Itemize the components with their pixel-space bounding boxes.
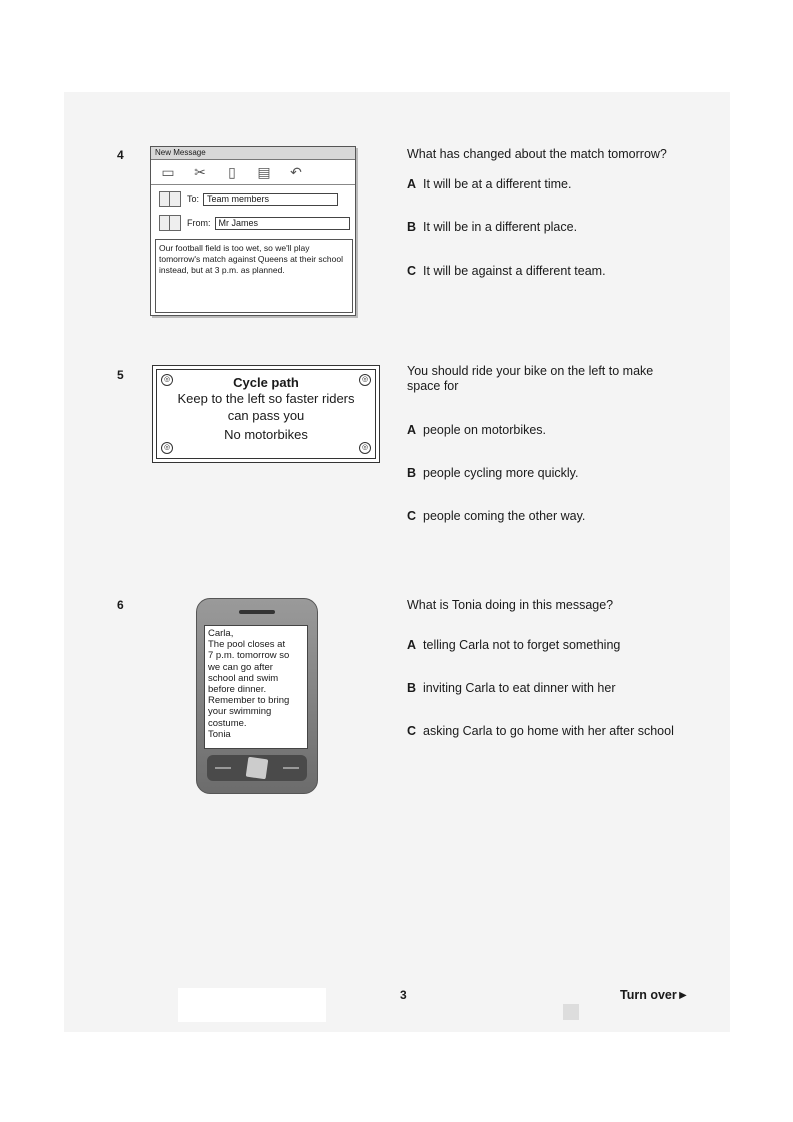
mobile-phone — [196, 598, 318, 794]
email-toolbar — [151, 160, 355, 185]
phone-screen: Carla, The pool closes at 7 p.m. tomorrow so we can go after school and swim before dinner. Remember to bring your swimming costume. Tonia — [204, 625, 308, 749]
speaker-icon — [239, 610, 275, 614]
call-key-icon — [215, 767, 231, 769]
question-4-number: 4 — [117, 148, 124, 162]
email-from-label: From: — [187, 218, 211, 228]
question-5-text: You should ride your bike on the left to make space for — [407, 364, 654, 393]
sign-line-1: Keep to the left so faster riders — [177, 391, 355, 406]
email-to-row — [159, 191, 338, 207]
email-to-label: To: — [187, 194, 200, 204]
undo-icon: ↶ — [290, 163, 302, 180]
question-4-option-c: C It will be against a different team. — [407, 264, 606, 278]
email-title: New Message — [151, 147, 355, 160]
sign-line-2: can pass you — [227, 408, 305, 423]
question-5-option-b: B people cycling more quickly. — [407, 466, 579, 480]
question-4-option-b: B It will be in a different place. — [407, 220, 578, 234]
question-6-option-c: C asking Carla to go home with her after school — [407, 724, 674, 738]
question-5-number: 5 — [117, 368, 124, 382]
email-from-row — [159, 215, 350, 231]
paste-icon: ▤ — [257, 163, 271, 180]
phone-keypad — [207, 755, 307, 781]
cut-icon: ✂ — [194, 163, 206, 180]
question-4-option-a: A It will be at a different time. — [407, 177, 572, 191]
send-icon: ▭ — [161, 163, 175, 180]
question-5-option-c: C people coming the other way. — [407, 509, 586, 523]
sign-line-3: No motorbikes — [224, 427, 308, 442]
question-6-option-b: B inviting Carla to eat dinner with her — [407, 681, 616, 695]
sign-title: Cycle path — [233, 375, 299, 390]
bolt-icon: ◎ — [359, 374, 371, 386]
qr-code-icon — [563, 1004, 579, 1020]
turn-over-label: Turn over► — [620, 988, 690, 1002]
question-4-text: What has changed about the match tomorrow? — [407, 147, 667, 161]
bolt-icon: ◎ — [359, 442, 371, 454]
cycle-path-sign — [152, 365, 380, 463]
email-body: Our football field is too wet, so we'll play tomorrow's match against Queens at their school instead, but at 3 p.m. as planned. — [155, 239, 353, 313]
page-number: 3 — [400, 988, 407, 1002]
question-6-option-a: A telling Carla not to forget something — [407, 638, 621, 652]
email-to-field: Team members — [203, 193, 338, 206]
question-6-text: What is Tonia doing in this message? — [407, 598, 614, 612]
email-message — [150, 146, 356, 316]
address-book-icon — [159, 215, 181, 231]
blank-label-box — [178, 988, 326, 1022]
copy-icon: ▯ — [228, 163, 236, 180]
question-5-option-a: A people on motorbikes. — [407, 423, 547, 437]
end-key-icon — [283, 767, 299, 769]
home-button-icon — [246, 757, 269, 780]
address-book-icon — [159, 191, 181, 207]
question-6-number: 6 — [117, 598, 124, 612]
bolt-icon: ◎ — [161, 442, 173, 454]
bolt-icon: ◎ — [161, 374, 173, 386]
email-from-field: Mr James — [215, 217, 350, 230]
